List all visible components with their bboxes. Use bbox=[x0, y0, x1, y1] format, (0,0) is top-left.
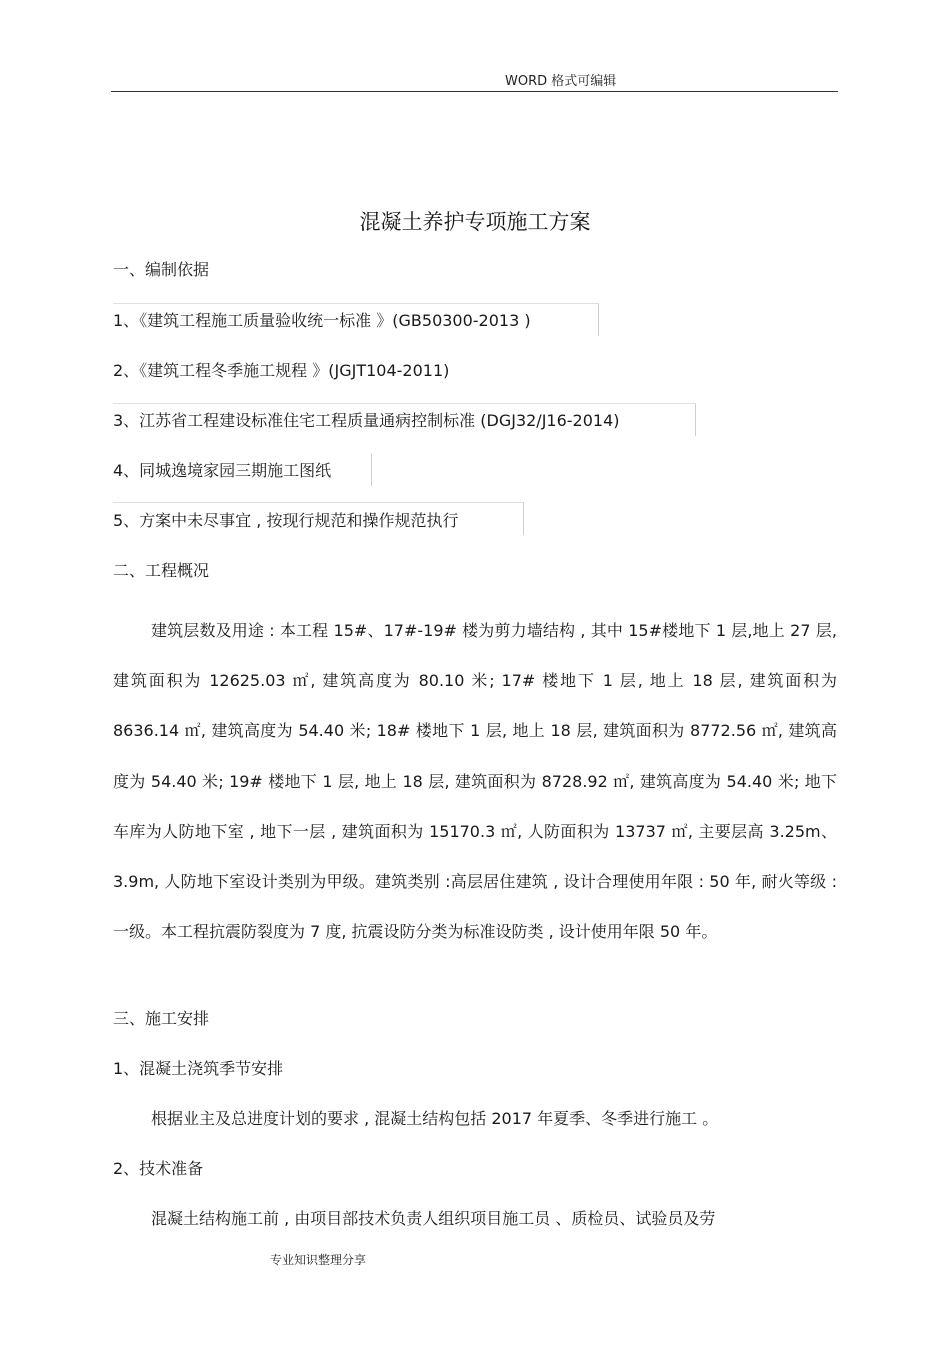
reference-item-3: 3、江苏省工程建设标准住宅工程质量通病控制标准 (DGJ32/J16-2014) bbox=[113, 411, 620, 430]
page-footer-text: 专业知识整理分享 bbox=[270, 1253, 367, 1267]
overview-paragraph: 建筑层数及用途 : 本工程 15#、17#-19# 楼为剪力墙结构 , 其中 15#楼地下 1 层,地上 27 层, 建筑面积为 12625.03 ㎡, 建筑高度为 80.10 米; 17# 楼地下 1 层, 地上 18 层, 建筑面积为 8636.14 ㎡, 建筑高度为 54.40 米; 18# 楼地下 1 层, 地上 18 层, 建筑面积为 8772.56 ㎡, 建筑高度为 54.40 米; 19# 楼地下 1 层, 地上 18 层, 建筑面积为 8728.92 ㎡, 建筑高度为 54.40 米; 地下车库为人防地下室 , 地下一层 , 建筑面积为 15170.3 ㎡, 人防面积为 13737 ㎡, 主要层高 3.25m、3.9m, 人防地下室设计类别为甲级。建筑类别 :高层居住建筑 , 设计合理使用年限 : 50 年, 耐火等级 : 一级。本工程抗震防裂度为 7 度, 抗震设防分类为标准设防类 , 设计使用年限 50 年。 bbox=[113, 621, 837, 942]
section-heading-arrangement: 三、施工安排 bbox=[113, 1009, 210, 1028]
pouring-season-text: 根据业主及总进度计划的要求 , 混凝土结构包括 2017 年夏季、冬季进行施工 。 bbox=[151, 1109, 719, 1128]
header-divider bbox=[111, 91, 838, 92]
document-title: 混凝土养护专项施工方案 bbox=[359, 210, 591, 234]
page-header-text: WORD 格式可编辑 bbox=[505, 74, 617, 89]
subheading-technical-preparation: 2、技术准备 bbox=[113, 1159, 204, 1178]
reference-item-4: 4、同城逸境家园三期施工图纸 bbox=[113, 461, 332, 480]
section-heading-overview: 二、工程概况 bbox=[113, 561, 210, 580]
reference-item-2: 2、《建筑工程冬季施工规程 》(JGJT104-2011) bbox=[113, 361, 450, 380]
section-heading-basis: 一、编制依据 bbox=[113, 260, 210, 279]
subheading-pouring-season: 1、混凝土浇筑季节安排 bbox=[113, 1059, 284, 1078]
reference-item-1: 1、《建筑工程施工质量验收统一标准 》(GB50300-2013 ) bbox=[113, 311, 531, 330]
reference-item-5: 5、方案中未尽事宜 , 按现行规范和操作规范执行 bbox=[113, 511, 459, 530]
technical-preparation-text: 混凝土结构施工前 , 由项目部技术负责人组织项目施工员 、质检员、试验员及劳 bbox=[151, 1209, 716, 1228]
